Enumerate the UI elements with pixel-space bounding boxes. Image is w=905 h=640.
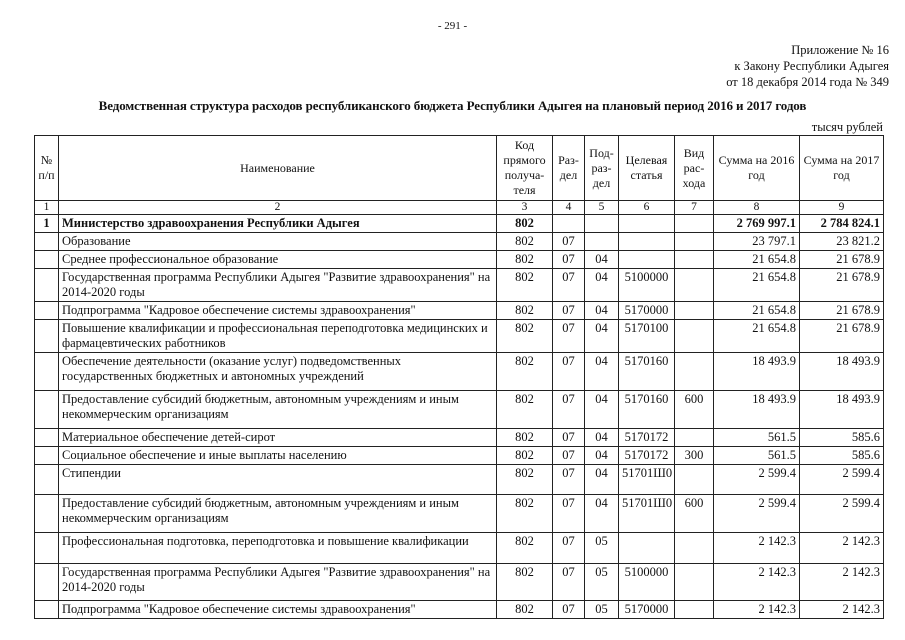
cell-name: Социальное обеспечение и иные выплаты населению xyxy=(59,447,497,465)
cell-exptype xyxy=(675,215,714,233)
cell-section: 07 xyxy=(553,233,585,251)
cell-sum2016: 21 654.8 xyxy=(714,302,800,320)
cell-sum2016: 2 599.4 xyxy=(714,495,800,533)
cell-code: 802 xyxy=(497,601,553,619)
cell-exptype xyxy=(675,564,714,601)
cell-code: 802 xyxy=(497,391,553,429)
col-number: 5 xyxy=(585,201,619,215)
cell-name: Среднее профессиональное образование xyxy=(59,251,497,269)
cell-num xyxy=(35,302,59,320)
cell-num xyxy=(35,533,59,564)
cell-sum2017: 21 678.9 xyxy=(800,251,884,269)
header-subsection: Под-раз-дел xyxy=(585,136,619,201)
cell-subsection: 04 xyxy=(585,391,619,429)
header-sum2017: Сумма на 2017 год xyxy=(800,136,884,201)
cell-exptype xyxy=(675,353,714,391)
cell-sum2016: 2 142.3 xyxy=(714,564,800,601)
cell-name: Государственная программа Республики Адыгея "Развитие здравоохранения" на 2014-2020 годы xyxy=(59,269,497,302)
cell-target xyxy=(619,533,675,564)
table-row xyxy=(35,391,884,429)
cell-code: 802 xyxy=(497,429,553,447)
cell-exptype xyxy=(675,320,714,353)
cell-name: Подпрограмма "Кадровое обеспечение системы здравоохранения" xyxy=(59,302,497,320)
cell-name: Подпрограмма "Кадровое обеспечение системы здравоохранения" xyxy=(59,601,497,619)
header-name: Наименование xyxy=(59,136,497,201)
cell-sum2016: 2 142.3 xyxy=(714,533,800,564)
cell-name: Стипендии xyxy=(59,465,497,495)
table-row xyxy=(35,302,884,320)
cell-section: 07 xyxy=(553,391,585,429)
cell-subsection: 04 xyxy=(585,495,619,533)
cell-num xyxy=(35,269,59,302)
cell-section: 07 xyxy=(553,564,585,601)
cell-subsection: 05 xyxy=(585,601,619,619)
col-number: 6 xyxy=(619,201,675,215)
table-row xyxy=(35,465,884,495)
document-title: Ведомственная структура расходов республиканского бюджета Республики Адыгея на плановый период 2016 и 2017 годов xyxy=(98,98,807,113)
cell-subsection: 05 xyxy=(585,564,619,601)
header-num: № п/п xyxy=(35,136,59,201)
cell-num: 1 xyxy=(35,215,59,233)
cell-sum2017: 585.6 xyxy=(800,429,884,447)
cell-sum2017: 18 493.9 xyxy=(800,391,884,429)
table-row xyxy=(35,269,884,302)
cell-num xyxy=(35,495,59,533)
cell-exptype: 300 xyxy=(675,447,714,465)
cell-sum2016: 21 654.8 xyxy=(714,269,800,302)
cell-target: 5170000 xyxy=(619,302,675,320)
cell-exptype xyxy=(675,465,714,495)
table-row xyxy=(35,533,884,564)
cell-section: 07 xyxy=(553,495,585,533)
page-number: - 291 - xyxy=(437,20,468,32)
cell-code: 802 xyxy=(497,533,553,564)
cell-section: 07 xyxy=(553,320,585,353)
cell-num xyxy=(35,447,59,465)
cell-subsection xyxy=(585,233,619,251)
cell-name: Повышение квалификации и профессиональная переподготовка медицинских и фармацевтических работников xyxy=(59,320,497,353)
cell-subsection: 04 xyxy=(585,302,619,320)
cell-exptype xyxy=(675,302,714,320)
cell-code: 802 xyxy=(497,233,553,251)
cell-sum2017: 21 678.9 xyxy=(800,269,884,302)
col-number: 1 xyxy=(35,201,59,215)
cell-exptype xyxy=(675,251,714,269)
cell-name: Обеспечение деятельности (оказание услуг) подведомственных государственных бюджетных и автономных учреждений xyxy=(59,353,497,391)
cell-code: 802 xyxy=(497,465,553,495)
cell-name: Образование xyxy=(59,233,497,251)
cell-target: 5170160 xyxy=(619,353,675,391)
cell-num xyxy=(35,601,59,619)
appendix-line-3: от 18 декабря 2014 года № 349 xyxy=(726,75,889,89)
header-sum2016: Сумма на 2016 год xyxy=(714,136,800,201)
cell-sum2016: 18 493.9 xyxy=(714,391,800,429)
col-number: 2 xyxy=(59,201,497,215)
cell-target: 51701Ш0 xyxy=(619,495,675,533)
cell-subsection: 04 xyxy=(585,429,619,447)
cell-num xyxy=(35,320,59,353)
cell-code: 802 xyxy=(497,353,553,391)
cell-num xyxy=(35,391,59,429)
cell-exptype xyxy=(675,601,714,619)
cell-code: 802 xyxy=(497,495,553,533)
cell-exptype: 600 xyxy=(675,391,714,429)
cell-sum2016: 21 654.8 xyxy=(714,251,800,269)
cell-target: 5170000 xyxy=(619,601,675,619)
appendix-line-1: Приложение № 16 xyxy=(791,43,889,57)
cell-num xyxy=(35,465,59,495)
cell-code: 802 xyxy=(497,320,553,353)
cell-num xyxy=(35,233,59,251)
cell-sum2017: 23 821.2 xyxy=(800,233,884,251)
cell-num xyxy=(35,429,59,447)
cell-subsection xyxy=(585,215,619,233)
table-row xyxy=(35,601,884,619)
header-exptype: Вид рас-хода xyxy=(675,136,714,201)
cell-section: 07 xyxy=(553,353,585,391)
cell-section: 07 xyxy=(553,465,585,495)
cell-target: 5170172 xyxy=(619,429,675,447)
col-number: 4 xyxy=(553,201,585,215)
appendix-line-2: к Закону Республики Адыгея xyxy=(734,59,889,73)
col-number: 7 xyxy=(675,201,714,215)
cell-num xyxy=(35,353,59,391)
units-label: тысяч рублей xyxy=(811,120,883,134)
cell-subsection: 04 xyxy=(585,251,619,269)
table-row xyxy=(35,495,884,533)
cell-code: 802 xyxy=(497,447,553,465)
cell-target xyxy=(619,233,675,251)
cell-section xyxy=(553,215,585,233)
cell-section: 07 xyxy=(553,269,585,302)
table-row xyxy=(35,429,884,447)
cell-exptype xyxy=(675,429,714,447)
cell-sum2016: 561.5 xyxy=(714,447,800,465)
cell-target: 5170172 xyxy=(619,447,675,465)
table-row xyxy=(35,251,884,269)
col-number: 9 xyxy=(800,201,884,215)
cell-subsection: 05 xyxy=(585,533,619,564)
cell-code: 802 xyxy=(497,302,553,320)
header-code: Код прямого получа-теля xyxy=(497,136,553,201)
cell-code: 802 xyxy=(497,564,553,601)
cell-sum2016: 2 142.3 xyxy=(714,601,800,619)
cell-sum2016: 21 654.8 xyxy=(714,320,800,353)
cell-name: Предоставление субсидий бюджетным, автономным учреждениям и иным некоммерческим организациям xyxy=(59,391,497,429)
cell-code: 802 xyxy=(497,251,553,269)
table-header-row xyxy=(35,136,884,201)
cell-sum2017: 2 142.3 xyxy=(800,601,884,619)
col-number: 8 xyxy=(714,201,800,215)
budget-table xyxy=(34,135,884,619)
header-section: Раз-дел xyxy=(553,136,585,201)
cell-sum2017: 585.6 xyxy=(800,447,884,465)
cell-num xyxy=(35,564,59,601)
cell-subsection: 04 xyxy=(585,269,619,302)
cell-num xyxy=(35,251,59,269)
cell-target: 5100000 xyxy=(619,564,675,601)
cell-subsection: 04 xyxy=(585,320,619,353)
cell-name: Государственная программа Республики Адыгея "Развитие здравоохранения" на 2014-2020 годы xyxy=(59,564,497,601)
col-number: 3 xyxy=(497,201,553,215)
cell-target: 5170160 xyxy=(619,391,675,429)
column-number-row xyxy=(35,201,884,215)
cell-sum2017: 2 599.4 xyxy=(800,465,884,495)
cell-sum2017: 18 493.9 xyxy=(800,353,884,391)
cell-section: 07 xyxy=(553,302,585,320)
table-row xyxy=(35,564,884,601)
cell-exptype xyxy=(675,533,714,564)
cell-target xyxy=(619,251,675,269)
table-row xyxy=(35,320,884,353)
cell-target: 5170100 xyxy=(619,320,675,353)
cell-sum2017: 21 678.9 xyxy=(800,320,884,353)
cell-subsection: 04 xyxy=(585,447,619,465)
cell-target: 5100000 xyxy=(619,269,675,302)
appendix-block xyxy=(726,42,889,90)
table-row xyxy=(35,215,884,233)
cell-subsection: 04 xyxy=(585,465,619,495)
cell-subsection: 04 xyxy=(585,353,619,391)
cell-sum2016: 23 797.1 xyxy=(714,233,800,251)
cell-exptype xyxy=(675,269,714,302)
table-row xyxy=(35,233,884,251)
cell-name: Материальное обеспечение детей-сирот xyxy=(59,429,497,447)
cell-exptype: 600 xyxy=(675,495,714,533)
cell-section: 07 xyxy=(553,533,585,564)
cell-name: Министерство здравоохранения Республики Адыгея xyxy=(59,215,497,233)
cell-sum2017: 21 678.9 xyxy=(800,302,884,320)
cell-sum2017: 2 142.3 xyxy=(800,533,884,564)
cell-section: 07 xyxy=(553,601,585,619)
table-row xyxy=(35,353,884,391)
cell-sum2017: 2 784 824.1 xyxy=(800,215,884,233)
cell-sum2016: 2 599.4 xyxy=(714,465,800,495)
cell-section: 07 xyxy=(553,429,585,447)
cell-sum2016: 18 493.9 xyxy=(714,353,800,391)
cell-section: 07 xyxy=(553,447,585,465)
cell-name: Профессиональная подготовка, переподготовка и повышение квалификации xyxy=(59,533,497,564)
cell-section: 07 xyxy=(553,251,585,269)
cell-target xyxy=(619,215,675,233)
cell-sum2016: 2 769 997.1 xyxy=(714,215,800,233)
cell-name: Предоставление субсидий бюджетным, автономным учреждениям и иным некоммерческим организациям xyxy=(59,495,497,533)
header-target: Целевая статья xyxy=(619,136,675,201)
cell-sum2017: 2 599.4 xyxy=(800,495,884,533)
cell-sum2017: 2 142.3 xyxy=(800,564,884,601)
cell-target: 51701Ш0 xyxy=(619,465,675,495)
table-row xyxy=(35,447,884,465)
cell-exptype xyxy=(675,233,714,251)
cell-sum2016: 561.5 xyxy=(714,429,800,447)
cell-code: 802 xyxy=(497,215,553,233)
cell-code: 802 xyxy=(497,269,553,302)
